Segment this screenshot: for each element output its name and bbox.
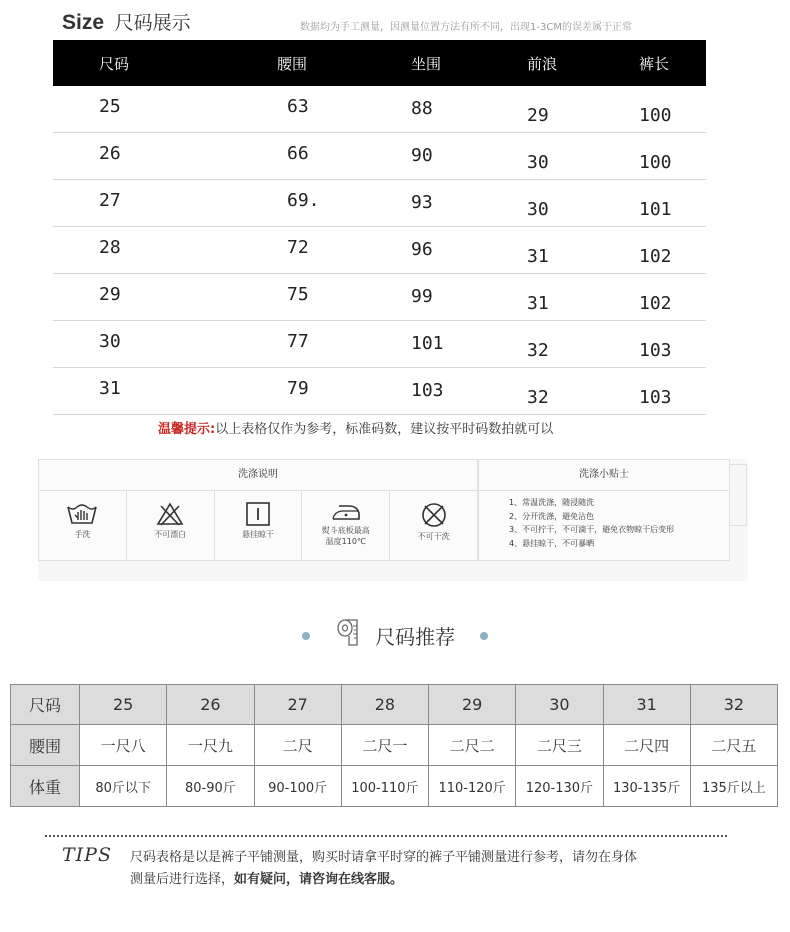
no-bleach-icon bbox=[127, 501, 214, 527]
cell: 100 bbox=[639, 133, 706, 180]
wash-label-line1: 熨斗底板最高 bbox=[321, 526, 370, 535]
cell: 90-100斤 bbox=[254, 766, 341, 807]
cell: 135斤以上 bbox=[690, 766, 777, 807]
cell: 66 bbox=[277, 133, 411, 180]
tips-line-2 bbox=[130, 868, 403, 887]
table-row bbox=[53, 368, 706, 415]
cell: 30 bbox=[527, 133, 639, 180]
wash-tips bbox=[478, 459, 730, 561]
cell: 二尺一 bbox=[341, 725, 428, 766]
recommend-title bbox=[0, 618, 790, 650]
cell: 101 bbox=[411, 321, 527, 368]
no-tumble-dry-icon bbox=[390, 501, 477, 529]
size-title bbox=[62, 8, 191, 35]
cell: 88 bbox=[411, 86, 527, 133]
col-hip: 坐围 bbox=[411, 40, 527, 86]
cell: 80-90斤 bbox=[167, 766, 254, 807]
cell: 110-120斤 bbox=[429, 766, 516, 807]
hand-wash-icon bbox=[39, 501, 126, 527]
wash-instructions-title: 洗涤说明 bbox=[39, 460, 477, 491]
wash-item-hand-wash bbox=[39, 491, 127, 560]
cell: 32 bbox=[527, 368, 639, 415]
cell: 二尺三 bbox=[516, 725, 603, 766]
cell: 29 bbox=[53, 274, 277, 321]
col-length: 裤长 bbox=[639, 40, 706, 86]
cell: 28 bbox=[341, 685, 428, 725]
list-item: 1、常温洗涤，随浸随洗 bbox=[509, 498, 595, 507]
wash-panel bbox=[38, 459, 748, 581]
table-row bbox=[53, 227, 706, 274]
cell: 90 bbox=[411, 133, 527, 180]
reminder-text: 以上表格仅作为参考，标准码数，建议按平时码数拍就可以 bbox=[215, 422, 554, 437]
cell: 75 bbox=[277, 274, 411, 321]
cell: 一尺八 bbox=[80, 725, 167, 766]
wash-label: 不可漂白 bbox=[154, 530, 187, 539]
table-row bbox=[53, 321, 706, 368]
iron-icon bbox=[302, 501, 389, 523]
measurement-note: 数据均为手工测量，因测量位置方法有所不同，出现1-3CM的误差属于正常 bbox=[300, 22, 632, 33]
tips-mark: TIPS bbox=[62, 844, 112, 866]
cell: 31 bbox=[527, 227, 639, 274]
cell: 102 bbox=[639, 274, 706, 321]
panel-edge bbox=[730, 464, 747, 526]
table-row bbox=[53, 86, 706, 133]
table-row bbox=[53, 180, 706, 227]
reminder bbox=[158, 418, 553, 437]
ruler-icon bbox=[335, 618, 363, 653]
cell: 30 bbox=[516, 685, 603, 725]
cell: 72 bbox=[277, 227, 411, 274]
cell: 99 bbox=[411, 274, 527, 321]
cell: 103 bbox=[639, 368, 706, 415]
table-row bbox=[53, 274, 706, 321]
tips-line-2-bold: 如有疑问，请咨询在线客服。 bbox=[234, 872, 404, 887]
cell: 尺码 bbox=[11, 685, 80, 725]
cell: 31 bbox=[603, 685, 690, 725]
tips-line-1: 尺码表格是以是裤子平铺测量，购买时请拿平时穿的裤子平铺测量进行参考，请勿在身体 bbox=[130, 850, 638, 865]
cell: 体重 bbox=[11, 766, 80, 807]
cell: 二尺四 bbox=[603, 725, 690, 766]
cell: 25 bbox=[53, 86, 277, 133]
size-title-cn: 尺码展示 bbox=[114, 12, 191, 34]
wash-icon-row bbox=[39, 491, 477, 560]
cell: 30 bbox=[53, 321, 277, 368]
cell: 100-110斤 bbox=[341, 766, 428, 807]
table-row bbox=[11, 685, 778, 725]
wash-label: 悬挂晾干 bbox=[241, 530, 274, 539]
cell: 100 bbox=[639, 86, 706, 133]
wash-tips-list bbox=[509, 496, 674, 550]
list-item: 3、不可拧干，不可滴干，避免衣物晾干后变形 bbox=[509, 525, 675, 534]
cell: 二尺二 bbox=[429, 725, 516, 766]
wash-item-hang-dry bbox=[215, 491, 303, 560]
dot-icon bbox=[302, 632, 310, 640]
cell: 102 bbox=[639, 227, 706, 274]
wash-item-no-bleach bbox=[127, 491, 215, 560]
cell: 31 bbox=[527, 274, 639, 321]
size-title-en: Size bbox=[62, 11, 105, 34]
wash-label: 不可干洗 bbox=[417, 532, 450, 541]
cell: 130-135斤 bbox=[603, 766, 690, 807]
wash-item-iron bbox=[302, 491, 390, 560]
cell: 79 bbox=[277, 368, 411, 415]
table-row bbox=[53, 133, 706, 180]
size-table-header bbox=[53, 40, 706, 86]
cell: 29 bbox=[429, 685, 516, 725]
cell: 80斤以下 bbox=[80, 766, 167, 807]
cell: 29 bbox=[527, 86, 639, 133]
divider bbox=[45, 835, 727, 837]
cell: 93 bbox=[411, 180, 527, 227]
col-waist: 腰围 bbox=[277, 40, 411, 86]
cell: 28 bbox=[53, 227, 277, 274]
cell: 26 bbox=[53, 133, 277, 180]
recommend-table bbox=[10, 684, 778, 807]
hang-dry-icon bbox=[215, 501, 302, 527]
wash-label-line2: 温度110℃ bbox=[325, 537, 366, 546]
cell: 25 bbox=[80, 685, 167, 725]
cell: 一尺九 bbox=[167, 725, 254, 766]
col-size: 尺码 bbox=[53, 40, 277, 86]
cell: 32 bbox=[527, 321, 639, 368]
cell: 27 bbox=[53, 180, 277, 227]
wash-instructions bbox=[38, 459, 478, 561]
table-row bbox=[11, 766, 778, 807]
size-table bbox=[53, 40, 706, 415]
cell: 26 bbox=[167, 685, 254, 725]
cell: 96 bbox=[411, 227, 527, 274]
reminder-label: 温馨提示: bbox=[158, 422, 216, 437]
recommend-title-text: 尺码推荐 bbox=[375, 625, 456, 649]
cell: 30 bbox=[527, 180, 639, 227]
dot-icon bbox=[480, 632, 488, 640]
tips-line-2-plain: 测量后进行选择， bbox=[130, 872, 235, 887]
cell: 27 bbox=[254, 685, 341, 725]
cell: 101 bbox=[639, 180, 706, 227]
cell: 63 bbox=[277, 86, 411, 133]
wash-item-no-dry-clean bbox=[390, 491, 477, 560]
cell: 32 bbox=[690, 685, 777, 725]
list-item: 4、悬挂晾干，不可暴晒 bbox=[509, 538, 595, 548]
cell: 103 bbox=[639, 321, 706, 368]
wash-tips-title: 洗涤小贴士 bbox=[479, 460, 729, 491]
list-item: 2、分开洗涤，避免沾色 bbox=[509, 511, 595, 521]
cell: 二尺 bbox=[254, 725, 341, 766]
cell: 31 bbox=[53, 368, 277, 415]
cell: 二尺五 bbox=[690, 725, 777, 766]
cell: 120-130斤 bbox=[516, 766, 603, 807]
table-row bbox=[11, 725, 778, 766]
cell: 103 bbox=[411, 368, 527, 415]
cell: 69. bbox=[277, 180, 411, 227]
col-front-rise: 前浪 bbox=[527, 40, 639, 86]
cell: 腰围 bbox=[11, 725, 80, 766]
cell: 77 bbox=[277, 321, 411, 368]
wash-label: 手洗 bbox=[74, 530, 91, 539]
